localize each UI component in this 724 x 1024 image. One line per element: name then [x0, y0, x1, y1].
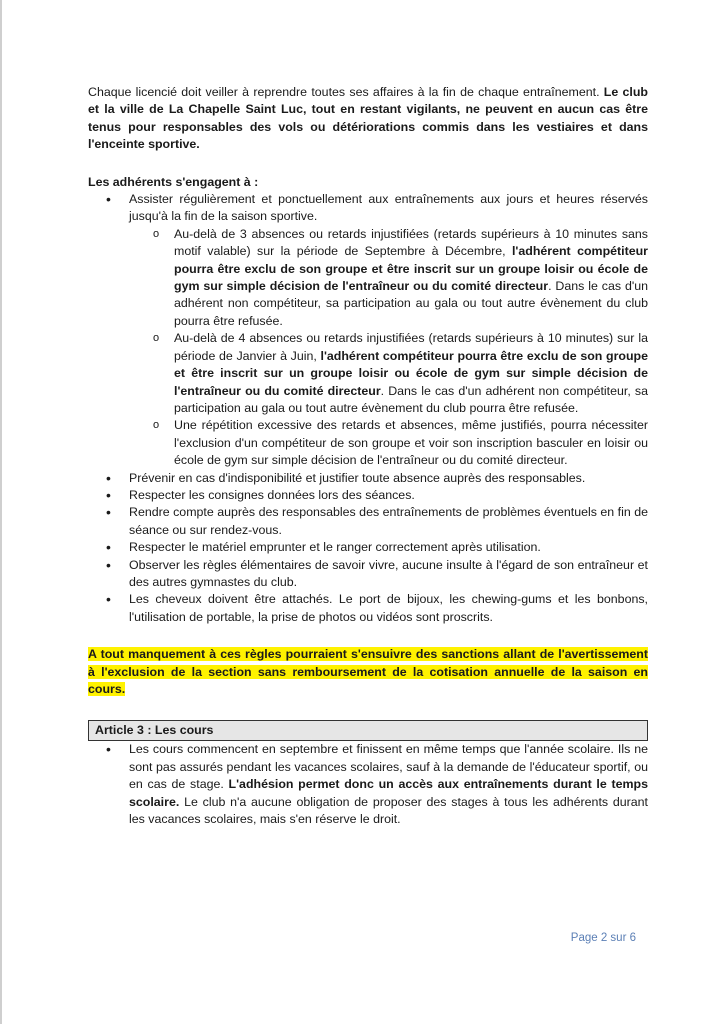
document-body — [88, 84, 648, 828]
engagement-attendance-text: Assister régulièrement et ponctuellement aux entraînements aux jours et heures réservés jusqu'à la fin de la saison sportive. — [129, 192, 648, 224]
list-item: • Respecter le matériel emprunter et le ranger correctement après utilisation. — [88, 539, 648, 556]
list-item: • Rendre compte auprès des responsables des entraînements de problèmes éventuels en fin de séance ou sur rendez-vous. — [88, 504, 648, 539]
cours-list — [88, 741, 648, 828]
list-item: • Respecter les consignes données lors des séances. — [88, 487, 648, 504]
absence-rules-list — [129, 226, 648, 470]
sanction-highlight: A tout manquement à ces règles pourraient s'ensuivre des sanctions allant de l'avertissement à l'exclusion de la section sans remboursement de la cotisation annuelle de la saison en cours. — [88, 647, 648, 696]
list-item — [88, 741, 648, 828]
rule-bold-text: l'adhérent compétiteur pourra être exclu de son groupe et être inscrit sur un groupe loisir ou école de gym sur simple décision de l'entraîneur ou du comité directeur — [174, 244, 649, 294]
rule-text: . Dans le cas d'un adhérent non compétiteur, sa participation au gala ou tout autre évènement du club pourra être refusée. — [174, 279, 648, 328]
list-item — [88, 191, 648, 470]
rule-bold-text: l'adhérent compétiteur pourra être exclu de son groupe et être inscrit sur un groupe loisir ou école de gym sur simple décision de l'entraîneur ou du comité directeur — [174, 348, 649, 398]
cours-bold-text: L'adhésion permet donc un accès aux entraînements durant le temps scolaire. — [129, 777, 648, 809]
page-edge — [0, 0, 2, 1024]
list-item: • Observer les règles élémentaires de savoir vivre, aucune insulte à l'égard de son entraîneur et des autres gymnastes du club. — [88, 557, 648, 592]
list-item — [88, 226, 648, 330]
list-item: • Prévenir en cas d'indisponibilité et justifier toute absence auprès des responsables. — [88, 470, 648, 487]
rule-text: Au-delà de 4 absences ou retards injustifiées (retards supérieurs à 10 minutes) sur la période de Janvier à Juin, — [174, 331, 648, 363]
list-item: • Les cheveux doivent être attachés. Le port de bijoux, les chewing-gums et les bonbons, l'utilisation de portable, la prise de photos ou vidéos sont proscrits. — [88, 591, 648, 626]
rule-text: Au-delà de 3 absences ou retards injustifiées (retards supérieurs à 10 minutes sans motif valable) sur la période de Septembre à Décembre, — [174, 226, 648, 259]
cours-text: Le club n'a aucune obligation de proposer des stages à tous les adhérents durant les vacances scolaires, mais s'en réserve le droit. — [129, 794, 648, 827]
engagements-title: Les adhérents s'engagent à : — [88, 174, 259, 189]
engagements-list — [88, 191, 648, 626]
rule-text: Une répétition excessive des retards et absences, même justifiés, pourra nécessiter l'exclusion d'un compétiteur de son groupe et voir son inscription basculer en loisir ou école de gym sur simple décision de l'entraîneur ou du comité directeur. — [174, 418, 648, 468]
article-3-heading: Article 3 : Les cours — [88, 720, 648, 741]
cours-text: Les cours commencent en septembre et finissent en même temps que l'année scolaire. Ils ne sont pas assurés pendant les vacances scolaires, sauf à la demande de l'éducateur sportif, ou en cas de stage. — [129, 742, 648, 792]
list-item — [88, 330, 648, 417]
rule-text: . Dans le cas d'un adhérent non compétiteur, sa participation au gala ou tout autre évènement du club pourra être refusée. — [174, 383, 648, 415]
page-number: Page 2 sur 6 — [570, 932, 636, 944]
intro-text: Chaque licencié doit veiller à reprendre toutes ses affaires à la fin de chaque entraînement. — [88, 85, 604, 99]
intro-paragraph — [88, 84, 648, 154]
list-item — [88, 417, 648, 469]
intro-bold-text: Le club et la ville de La Chapelle Saint Luc, tout en restant vigilants, ne peuvent en aucun cas être tenus pour responsables des vols ou détériorations commis dans les vestiaires et dans l'enceinte sportive. — [88, 85, 649, 152]
sanction-paragraph — [88, 646, 648, 698]
